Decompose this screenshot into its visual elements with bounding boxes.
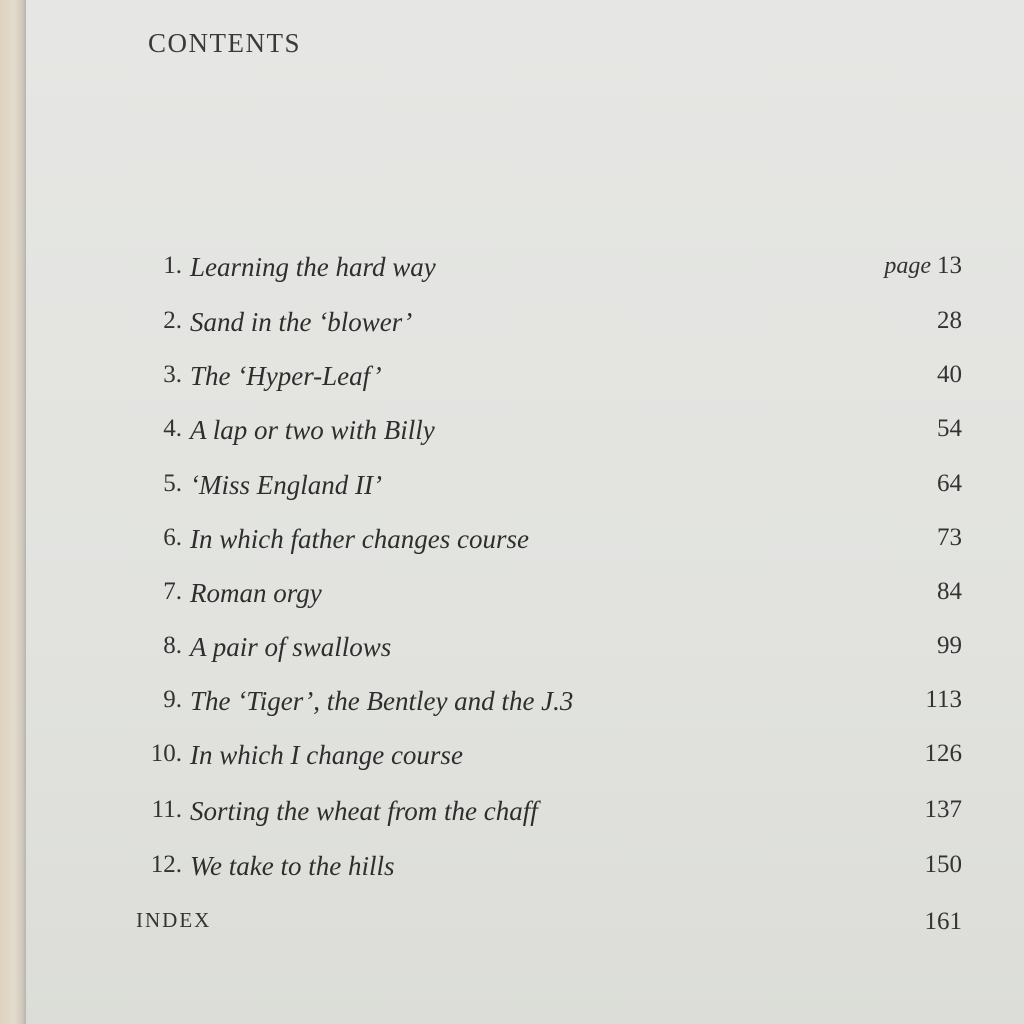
chapter-page: 126 [924, 740, 962, 767]
chapter-page: 28 [937, 307, 962, 334]
chapter-title: We take to the hills [190, 851, 395, 881]
chapter-page [884, 252, 962, 280]
chapter-page: 54 [937, 415, 962, 442]
chapter-title: The ‘Tiger’, the Bentley and the J.3 [190, 686, 574, 716]
chapter-number: 2. [163, 307, 182, 334]
chapter-page: 137 [924, 796, 962, 823]
chapter-title: ‘Miss England II’ [190, 470, 382, 500]
contents-heading: CONTENTS [148, 28, 301, 58]
chapter-number: 11. [151, 796, 182, 823]
chapter-title: Roman orgy [190, 578, 322, 608]
chapter-number: 10. [150, 740, 182, 767]
chapter-number: 5. [163, 470, 182, 497]
chapter-title: Sorting the wheat from the chaff [190, 796, 538, 826]
chapter-page: 99 [937, 632, 962, 659]
chapter-title: Sand in the ‘blower’ [190, 307, 413, 337]
chapter-number: 1. [163, 252, 182, 279]
chapter-title: In which father changes course [190, 524, 529, 554]
chapter-title: A lap or two with Billy [190, 415, 435, 445]
toc-entry-7 [0, 578, 1024, 618]
chapter-number: 4. [163, 415, 182, 442]
toc-entry-8 [0, 632, 1024, 672]
toc-entry-1 [0, 252, 1024, 292]
chapter-page: 73 [937, 524, 962, 551]
chapter-number: 12. [150, 851, 182, 878]
chapter-number: 6. [163, 524, 182, 551]
toc-entry-10 [0, 740, 1024, 780]
chapter-number: 3. [163, 361, 182, 388]
toc-entry-9 [0, 686, 1024, 726]
chapter-title: Learning the hard way [190, 252, 436, 282]
chapter-number: 7. [163, 578, 182, 605]
toc-entry-11 [0, 796, 1024, 836]
chapter-number: 9. [163, 686, 182, 713]
page-prefix: page [884, 253, 931, 279]
toc-entry-3 [0, 361, 1024, 401]
chapter-page: 113 [925, 686, 962, 713]
chapter-page: 150 [924, 851, 962, 878]
chapter-title: In which I change course [190, 740, 463, 770]
chapter-page: 40 [937, 361, 962, 388]
chapter-title: A pair of swallows [190, 632, 392, 662]
toc-entry-5 [0, 470, 1024, 510]
toc-entry-12 [0, 851, 1024, 891]
toc-entry-4 [0, 415, 1024, 455]
index-page: 161 [924, 908, 962, 935]
chapter-page-number: 13 [937, 252, 962, 279]
index-label: INDEX [136, 908, 212, 932]
chapter-number: 8. [163, 632, 182, 659]
toc-entry-index [0, 908, 1024, 948]
chapter-page: 64 [937, 470, 962, 497]
chapter-title: The ‘Hyper-Leaf’ [190, 361, 382, 391]
chapter-page: 84 [937, 578, 962, 605]
toc-entry-2 [0, 307, 1024, 347]
toc-entry-6 [0, 524, 1024, 564]
